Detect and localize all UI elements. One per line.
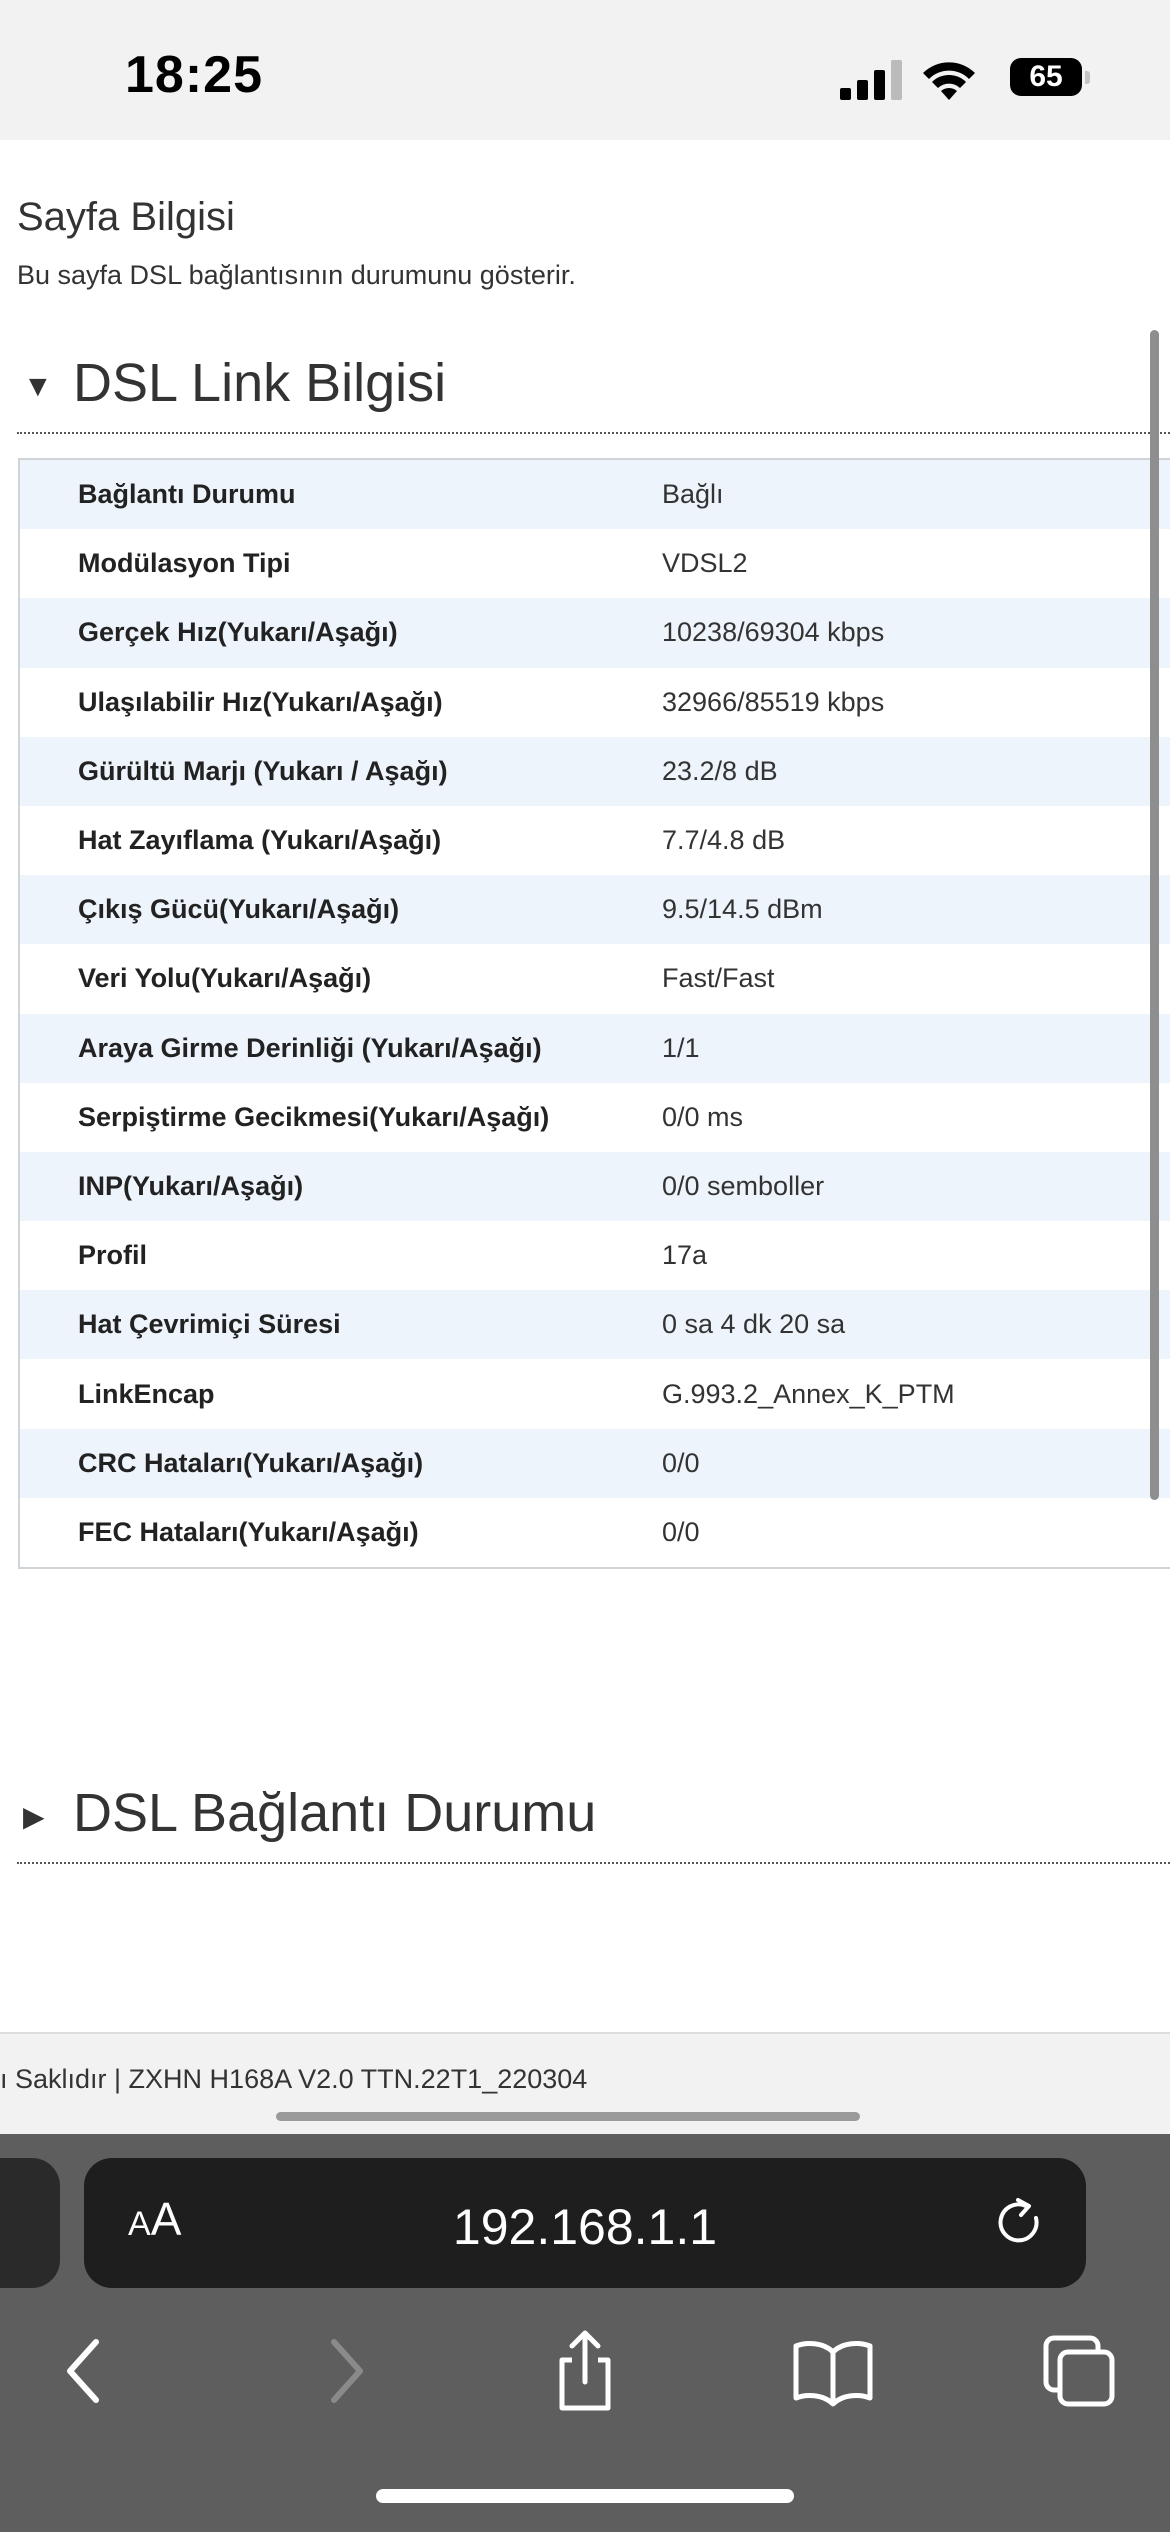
row-label: Profil	[78, 1240, 148, 1271]
chevron-right-icon[interactable]	[296, 2326, 386, 2416]
table-row	[20, 1290, 1170, 1359]
table-row	[20, 1429, 1170, 1498]
row-value: VDSL2	[662, 548, 748, 579]
reload-icon[interactable]	[992, 2196, 1046, 2250]
row-label: Çıkış Gücü(Yukarı/Aşağı)	[78, 894, 400, 925]
caret-right-icon: ▶	[23, 1801, 45, 1832]
address-bar[interactable]	[84, 2158, 1086, 2288]
table-row	[20, 875, 1170, 944]
table-row	[20, 737, 1170, 806]
row-value: 0/0	[662, 1447, 700, 1478]
row-value: 9.5/14.5 dBm	[662, 894, 823, 925]
row-value: Fast/Fast	[662, 963, 775, 994]
row-value: Bağlı	[662, 479, 724, 510]
dsl-link-table	[18, 458, 1170, 1569]
table-row	[20, 806, 1170, 875]
section-dsl-link-info[interactable]	[17, 340, 1170, 434]
battery-level: 65	[1029, 60, 1063, 93]
table-row	[20, 944, 1170, 1013]
row-label: Araya Girme Derinliği (Yukarı/Aşağı)	[78, 1032, 542, 1063]
row-label: Hat Zayıflama (Yukarı/Aşağı)	[78, 825, 442, 856]
horizontal-scrollbar[interactable]	[276, 2112, 860, 2121]
table-row	[20, 1083, 1170, 1152]
tabs-icon[interactable]	[1034, 2326, 1124, 2416]
row-value: 10238/69304 kbps	[662, 617, 885, 648]
previous-tab-preview[interactable]	[0, 2158, 60, 2288]
cellular-signal-icon	[840, 60, 902, 100]
row-label: INP(Yukarı/Aşağı)	[78, 1170, 304, 1201]
page-scrollbar[interactable]	[1150, 330, 1159, 1500]
section-title: DSL Link Bilgisi	[73, 353, 447, 413]
table-row	[20, 1498, 1170, 1567]
row-value: 0 sa 4 dk 20 sa	[662, 1309, 846, 1340]
url-text: 192.168.1.1	[452, 2199, 718, 2255]
row-label: Ulaşılabilir Hız(Yukarı/Aşağı)	[78, 686, 443, 717]
share-icon[interactable]	[540, 2326, 630, 2416]
row-value: 1/1	[662, 1032, 700, 1063]
page-description: Bu sayfa DSL bağlantısının durumunu gösterir.	[17, 260, 576, 290]
battery-icon	[1010, 58, 1082, 96]
row-value: G.993.2_Annex_K_PTM	[662, 1378, 955, 1409]
browser-toolbar	[0, 2134, 1170, 2532]
row-label: Hat Çevrimiçi Süresi	[78, 1309, 341, 1340]
row-value: 7.7/4.8 dB	[662, 825, 786, 856]
row-value: 0/0	[662, 1516, 700, 1547]
table-row	[20, 1359, 1170, 1428]
table-row	[20, 1152, 1170, 1221]
section-dsl-connection-status[interactable]	[17, 1770, 1170, 1864]
row-value: 32966/85519 kbps	[662, 686, 885, 717]
row-label: Gürültü Marjı (Yukarı / Aşağı)	[78, 755, 448, 786]
row-value: 17a	[662, 1240, 708, 1271]
row-label: CRC Hataları(Yukarı/Aşağı)	[78, 1447, 424, 1478]
table-row	[20, 529, 1170, 598]
home-indicator[interactable]	[376, 2489, 794, 2503]
row-label: Modülasyon Tipi	[78, 548, 291, 579]
wifi-icon	[920, 56, 978, 100]
row-value: 23.2/8 dB	[662, 755, 778, 786]
book-icon[interactable]	[788, 2326, 878, 2416]
status-bar	[0, 0, 1170, 140]
table-row	[20, 1014, 1170, 1083]
chevron-left-icon[interactable]	[44, 2326, 134, 2416]
row-label: LinkEncap	[78, 1378, 215, 1409]
browser-nav-row	[0, 2326, 1170, 2436]
page-title: Sayfa Bilgisi	[17, 195, 235, 239]
table-row	[20, 1221, 1170, 1290]
row-label: FEC Hataları(Yukarı/Aşağı)	[78, 1516, 419, 1547]
caret-down-icon: ▼	[23, 370, 53, 403]
table-row	[20, 460, 1170, 529]
section-title: DSL Bağlantı Durumu	[73, 1783, 597, 1843]
row-label: Veri Yolu(Yukarı/Aşağı)	[78, 963, 372, 994]
row-label: Bağlantı Durumu	[78, 479, 296, 510]
footer-text: ı Saklıdır | ZXHN H168A V2.0 TTN.22T1_220304	[0, 2064, 588, 2094]
table-row	[20, 668, 1170, 737]
status-time: 18:25	[125, 46, 263, 104]
row-label: Serpiştirme Gecikmesi(Yukarı/Aşağı)	[78, 1101, 550, 1132]
aa-small: A	[128, 2205, 151, 2243]
row-value: 0/0 ms	[662, 1101, 744, 1132]
aa-large: A	[150, 2193, 182, 2245]
row-label: Gerçek Hız(Yukarı/Aşağı)	[78, 617, 398, 648]
table-row	[20, 598, 1170, 667]
row-value: 0/0 semboller	[662, 1170, 825, 1201]
